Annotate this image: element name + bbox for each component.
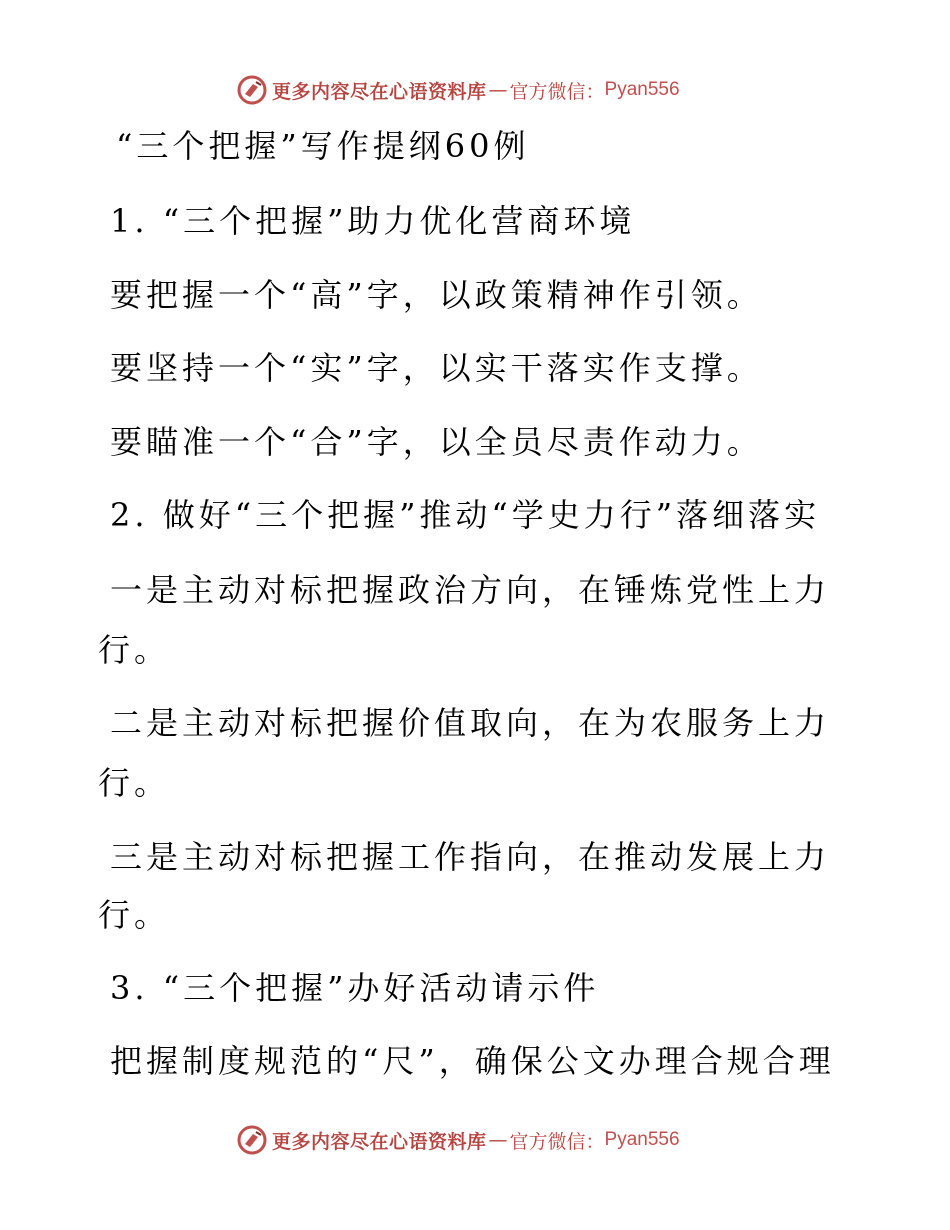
- paragraph-line: 要坚持一个“实”字，以实干落实作支撑。: [110, 349, 763, 387]
- watermark-account-label: 官方微信：: [509, 80, 605, 103]
- paragraph-line: 要把握一个“高”字，以政策精神作引领。: [110, 276, 763, 314]
- watermark-account-label: 官方微信：: [509, 1130, 605, 1153]
- watermark-account-id: Pyan556: [604, 1129, 680, 1150]
- section-heading-1: 1. “三个把握”助力优化营商环境: [110, 202, 636, 240]
- section-heading-2: 2. 做好“三个把握”推动“学史力行”落细落实: [110, 496, 821, 534]
- paragraph-line-continuation: 行。: [98, 896, 171, 934]
- paragraph-line: 一是主动对标把握政治方向，在锤炼党性上力: [110, 571, 831, 609]
- paragraph-line-continuation: 行。: [98, 631, 171, 669]
- section-heading-3: 3. “三个把握”办好活动请示件: [110, 969, 600, 1007]
- watermark-text: 更多内容尽在心语资料库: [272, 80, 487, 103]
- watermark-account-id: Pyan556: [604, 79, 680, 100]
- watermark-dash: —: [488, 79, 508, 101]
- paragraph-line: 三是主动对标把握工作指向，在推动发展上力: [110, 838, 831, 876]
- watermark-dash: —: [488, 1129, 508, 1151]
- watermark-header: [236, 73, 680, 107]
- watermark-text: 更多内容尽在心语资料库: [272, 1130, 487, 1153]
- paragraph-line-continuation: 行。: [98, 764, 171, 802]
- logo-icon: [236, 1124, 268, 1156]
- logo-icon: [236, 74, 268, 106]
- doc-title: “三个把握”写作提纲60例: [116, 127, 530, 165]
- paragraph-line: 二是主动对标把握价值取向，在为农服务上力: [110, 704, 831, 742]
- paragraph-line: 把握制度规范的“尺”，确保公文办理合规合理: [110, 1042, 835, 1080]
- paragraph-line: 要瞄准一个“合”字，以全员尽责作动力。: [110, 423, 763, 461]
- watermark-footer: [236, 1123, 680, 1157]
